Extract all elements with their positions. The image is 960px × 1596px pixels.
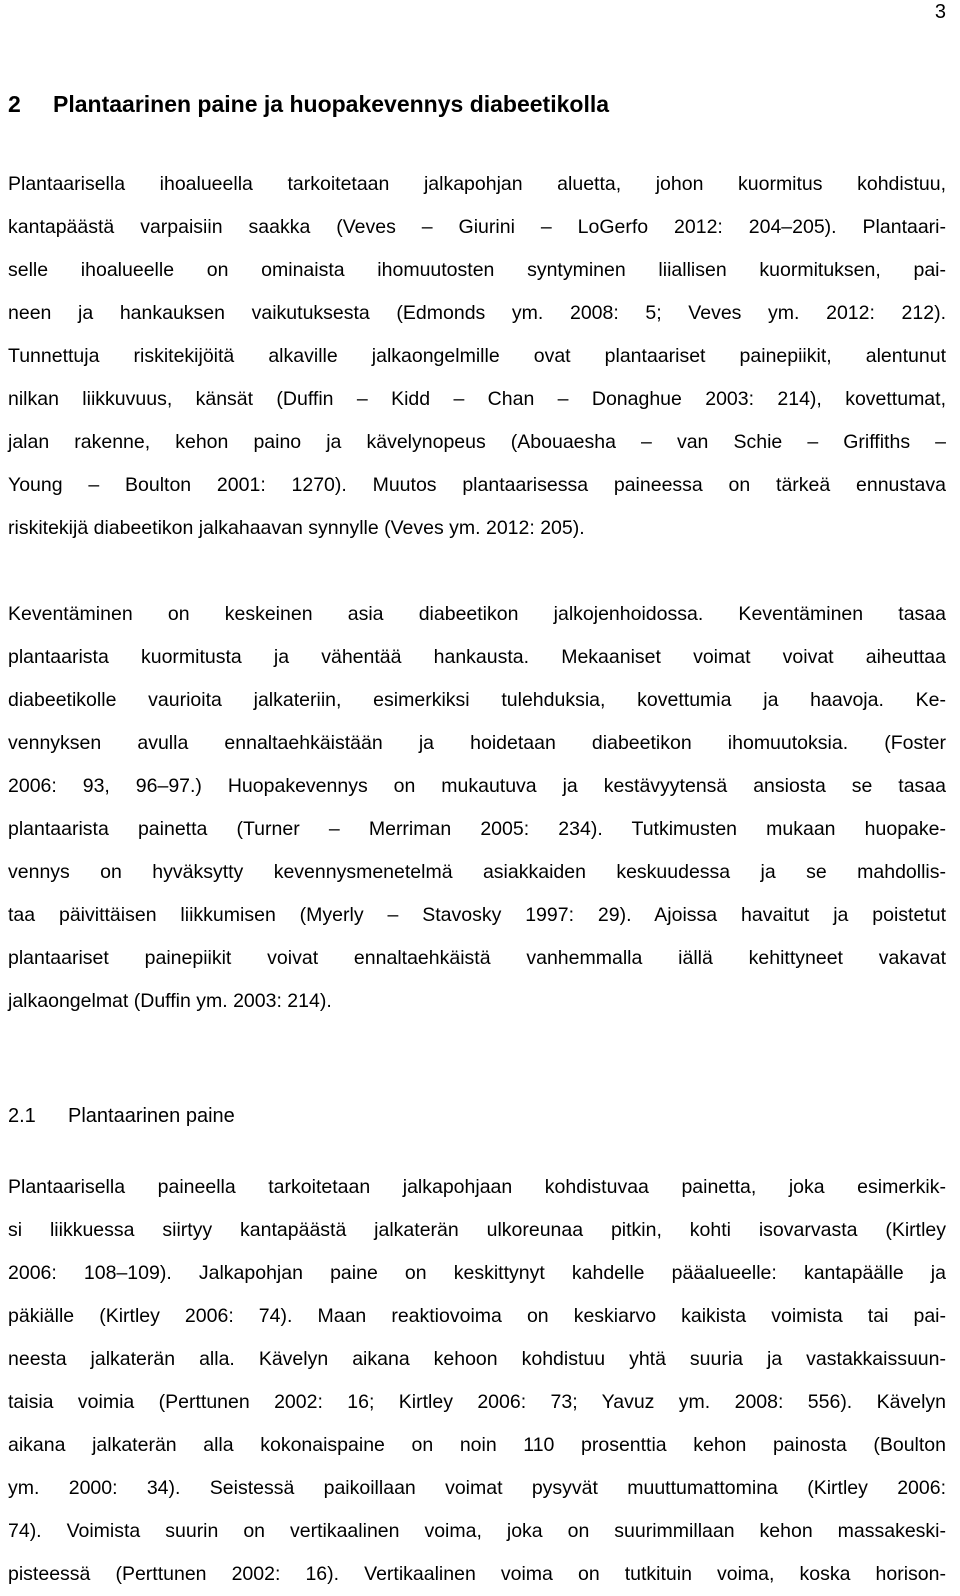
spacer — [8, 1066, 946, 1101]
text-line: kantapäästä varpaisiin saakka (Veves – Giurini – LoGerfo 2012: 204–205). Plantaari- — [8, 216, 946, 238]
text-line: Plantaarisella paineella tarkoitetaan jalkapohjaan kohdistuvaa painetta, joka esimerkik- — [8, 1176, 946, 1198]
spacer — [8, 1023, 946, 1066]
text-line: Keventäminen on keskeinen asia diabeetikon jalkojenhoidossa. Keventäminen tasaa — [8, 603, 946, 625]
text-line: 74). Voimista suurin on vertikaalinen voima, joka on suurimmillaan kehon massakeski- — [8, 1520, 946, 1542]
text-line: 2006: 108–109). Jalkapohjan paine on keskittynyt kahdelle pääalueelle: kantapäälle ja — [8, 1262, 946, 1284]
text-line: diabeetikolle vaurioita jalkateriin, esimerkiksi tulehduksia, kovettumia ja haavoja. Ke- — [8, 689, 946, 711]
spacer — [8, 550, 946, 593]
document-body — [8, 88, 946, 1596]
chapter-title: Plantaarinen paine ja huopakevennys diabeetikolla — [53, 91, 610, 117]
text-line: jalkaongelmat (Duffin ym. 2003: 214). — [8, 990, 332, 1012]
text-line: jalan rakenne, kehon paino ja kävelynopeus (Abouaesha – van Schie – Griffiths – — [8, 431, 946, 453]
paragraph-2 — [8, 593, 946, 1023]
text-line: pisteessä (Perttunen 2002: 16). Vertikaalinen voima on tutkituin voima, koska horison- — [8, 1563, 946, 1585]
page-number: 3 — [934, 1, 946, 23]
spacer — [8, 1131, 946, 1166]
text-line: si liikkuessa siirtyy kantapäästä jalkaterän ulkoreunaa pitkin, kohti isovarvasta (Kirtley — [8, 1219, 946, 1241]
text-line: Plantaarisella ihoalueella tarkoitetaan jalkapohjan aluetta, johon kuormitus kohdistuu, — [8, 173, 946, 195]
text-line: nilkan liikkuvuus, känsät (Duffin – Kidd – Chan – Donaghue 2003: 214), kovettumat, — [8, 388, 946, 410]
text-line: plantaarista kuormitusta ja vähentää hankausta. Mekaaniset voimat voivat aiheuttaa — [8, 646, 946, 668]
paragraph-1 — [8, 163, 946, 550]
text-line: selle ihoalueelle on ominaista ihomuutosten syntyminen liiallisen kuormituksen, pai- — [8, 259, 946, 281]
chapter-heading — [8, 88, 946, 120]
text-line: Tunnettuja riskitekijöitä alkaville jalkaongelmille ovat plantaariset painepiikit, alentunut — [8, 345, 946, 367]
text-line: plantaariset painepiikit voivat ennaltaehkäistä vanhemmalla iällä kehittyneet vakavat — [8, 947, 946, 969]
text-line: taisia voimia (Perttunen 2002: 16; Kirtley 2006: 73; Yavuz ym. 2008: 556). Kävelyn — [8, 1391, 946, 1413]
text-line: aikana jalkaterän alla kokonaispaine on noin 110 prosenttia kehon painosta (Boulton — [8, 1434, 946, 1456]
text-line: neesta jalkaterän alla. Kävelyn aikana kehoon kohdistuu yhtä suuria ja vastakkaissuun- — [8, 1348, 946, 1370]
section-number: 2.1 — [8, 1105, 36, 1127]
text-line: neen ja hankauksen vaikutuksesta (Edmonds ym. 2008: 5; Veves ym. 2012: 212). — [8, 302, 946, 324]
text-line: 2006: 93, 96–97.) Huopakevennys on mukautuva ja kestävyytensä ansiosta se tasaa — [8, 775, 946, 797]
text-line: taa päivittäisen liikkumisen (Myerly – Stavosky 1997: 29). Ajoissa havaitut ja poistetut — [8, 904, 946, 926]
chapter-number: 2 — [8, 91, 21, 117]
section-title: Plantaarinen paine — [68, 1105, 235, 1127]
spacer — [8, 120, 946, 163]
text-line: ym. 2000: 34). Seistessä paikoillaan voimat pysyvät muuttumattomina (Kirtley 2006: — [8, 1477, 946, 1499]
text-line: päkiälle (Kirtley 2006: 74). Maan reaktiovoima on keskiarvo kaikista voimista tai pai- — [8, 1305, 946, 1327]
paragraph-3 — [8, 1166, 946, 1596]
text-line: plantaarista painetta (Turner – Merriman 2005: 234). Tutkimusten mukaan huopake- — [8, 818, 946, 840]
text-line: vennys on hyväksytty kevennysmenetelmä asiakkaiden keskuudessa ja se mahdollis- — [8, 861, 946, 883]
section-heading — [8, 1101, 946, 1131]
text-line: vennyksen avulla ennaltaehkäistään ja hoidetaan diabeetikon ihomuutoksia. (Foster — [8, 732, 946, 754]
text-line: riskitekijä diabeetikon jalkahaavan synnylle (Veves ym. 2012: 205). — [8, 517, 585, 539]
text-line: Young – Boulton 2001: 1270). Muutos plantaarisessa paineessa on tärkeä ennustava — [8, 474, 946, 496]
